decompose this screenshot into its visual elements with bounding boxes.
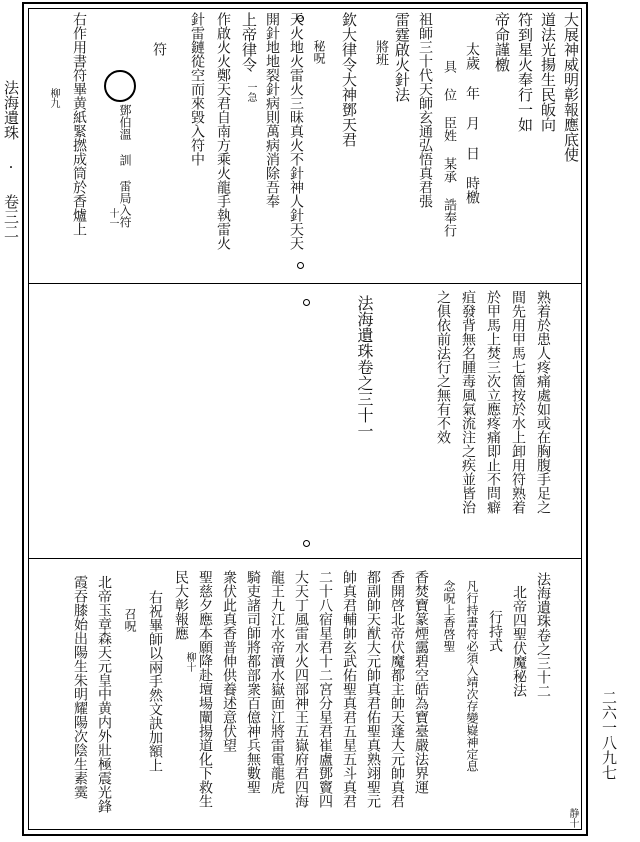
text-column: 聖慈夕應本願降赴壇場闡揚道化下救生 xyxy=(197,570,213,808)
text-column: 符 xyxy=(151,42,167,56)
text-column: 上帝律令 xyxy=(240,12,258,72)
text-column: 衆伏此真香普伸供養述意伏望 xyxy=(221,570,237,752)
text-column: 鄧伯溫 訓 雷局入符 xyxy=(118,104,132,228)
register-mark-icon xyxy=(303,540,310,547)
text-column: 符到星火奉行一如 xyxy=(516,12,534,132)
text-column: 作啟火火鄭天君自南方乘火龍手執雷火 xyxy=(215,12,231,250)
text-column: 秘呪 xyxy=(312,40,326,64)
margin-title: 法海遺珠 · 卷三二 xyxy=(2,80,20,239)
text-column: 大展神威明彰報應底使 xyxy=(562,12,580,162)
text-column: 疽發背無名腫毒風氣流注之疾並皆治 xyxy=(460,290,476,514)
text-column: 帝命謹檄 xyxy=(493,12,511,72)
text-column: 道法光揚生民皈向 xyxy=(539,12,557,132)
text-column: 大天丁風雷水火四部神王五嶽府君四海 xyxy=(293,570,309,808)
text-column: 右作用書符畢黄紙緊撚成筒於香爐上 xyxy=(71,12,87,236)
text-column: 念呪上香啓聖 xyxy=(442,580,456,652)
text-column: 將班 xyxy=(373,40,388,66)
text-column: 太歲 年 月 日 時檄 xyxy=(464,42,480,204)
text-column: 香開啓北帝伏魔都主帥天蓬大元帥真君 xyxy=(389,570,405,808)
chapter-end-title: 法海遺珠卷之三十一 xyxy=(355,295,374,439)
text-column: 香焚寶篆煙靄碧空皓為寶臺嚴法界運 xyxy=(413,570,429,794)
text-column: 召呪 xyxy=(123,608,137,632)
text-column: 雷霆啟火針法 xyxy=(393,12,411,102)
text-column: 熟着於患人疼痛處如或在胸腹手足之 xyxy=(535,290,551,514)
text-column: 二十八宿星君十二宮分星君崔盧鄧竇四 xyxy=(317,570,333,808)
text-column: 民大彰報應 xyxy=(173,570,189,640)
text-column: 帥真君輔帥玄武佑聖真君五星五斗真君 xyxy=(341,570,357,808)
annotation-note: 柳九 xyxy=(48,88,59,108)
register-mark-icon xyxy=(303,299,310,306)
text-column: 霞吞膝始出陽生朱明耀陽次陰生素霙 xyxy=(72,575,88,799)
text-column: 北帝玉章森天元皇中黄内外壯極震光鋒 xyxy=(96,575,112,813)
annotation-note: 静十 xyxy=(567,808,578,828)
text-column: 祖師三十代天師玄通弘悟真君張 xyxy=(417,12,433,208)
text-column: 具 位 臣姓 某承 誥奉行 xyxy=(441,60,456,237)
section-heading: 北帝四聖伏魔秘法 xyxy=(511,585,527,697)
register-mark-icon xyxy=(297,262,304,269)
margin-page-number: 二六一八九七 xyxy=(600,690,618,780)
text-column: 開針地地裂針病則萬病消除吾奉 xyxy=(264,12,280,208)
text-column: 針雷鏈從空而來毀入符中 xyxy=(189,12,205,166)
section-divider-top xyxy=(29,283,581,284)
text-column: 龍王九江水帝瀆水嶽面江將雷電龍虎 xyxy=(269,570,285,794)
section-divider-bottom xyxy=(29,558,581,559)
text-column: 天火地火雷火三昧真火不針神人針天天 xyxy=(288,12,304,250)
annotation-note: 十一 xyxy=(107,208,118,228)
text-column: 右祝畢師以兩手然文訣加額上 xyxy=(147,590,163,772)
register-mark-icon xyxy=(297,15,304,22)
text-column: 欽大律令大神鄧天君 xyxy=(340,12,358,147)
annotation-note: 柳十 xyxy=(184,652,195,672)
section-heading: 行持式 xyxy=(487,610,503,652)
text-column: 於甲馬上焚三次立應疼痛即止不問癖 xyxy=(485,290,501,514)
text-column: 之俱依前法行之無有不效 xyxy=(435,290,451,444)
chapter-title: 法海遺珠卷之三十二 xyxy=(535,572,551,698)
text-column: 凡行持書符必須入靖次存變嶷神定息 xyxy=(465,580,479,772)
text-column: 都副帥天猷大元帥真君佑聖真熟翊聖元 xyxy=(365,570,381,808)
text-column: 間先用甲馬七箇按於水上卸用符熟着 xyxy=(510,290,526,514)
annotation-note: 一急 xyxy=(245,82,256,102)
text-column: 騎吏諸司師將都部衆百億神兵無數聖 xyxy=(245,570,261,794)
talisman-circle-icon xyxy=(104,70,136,102)
